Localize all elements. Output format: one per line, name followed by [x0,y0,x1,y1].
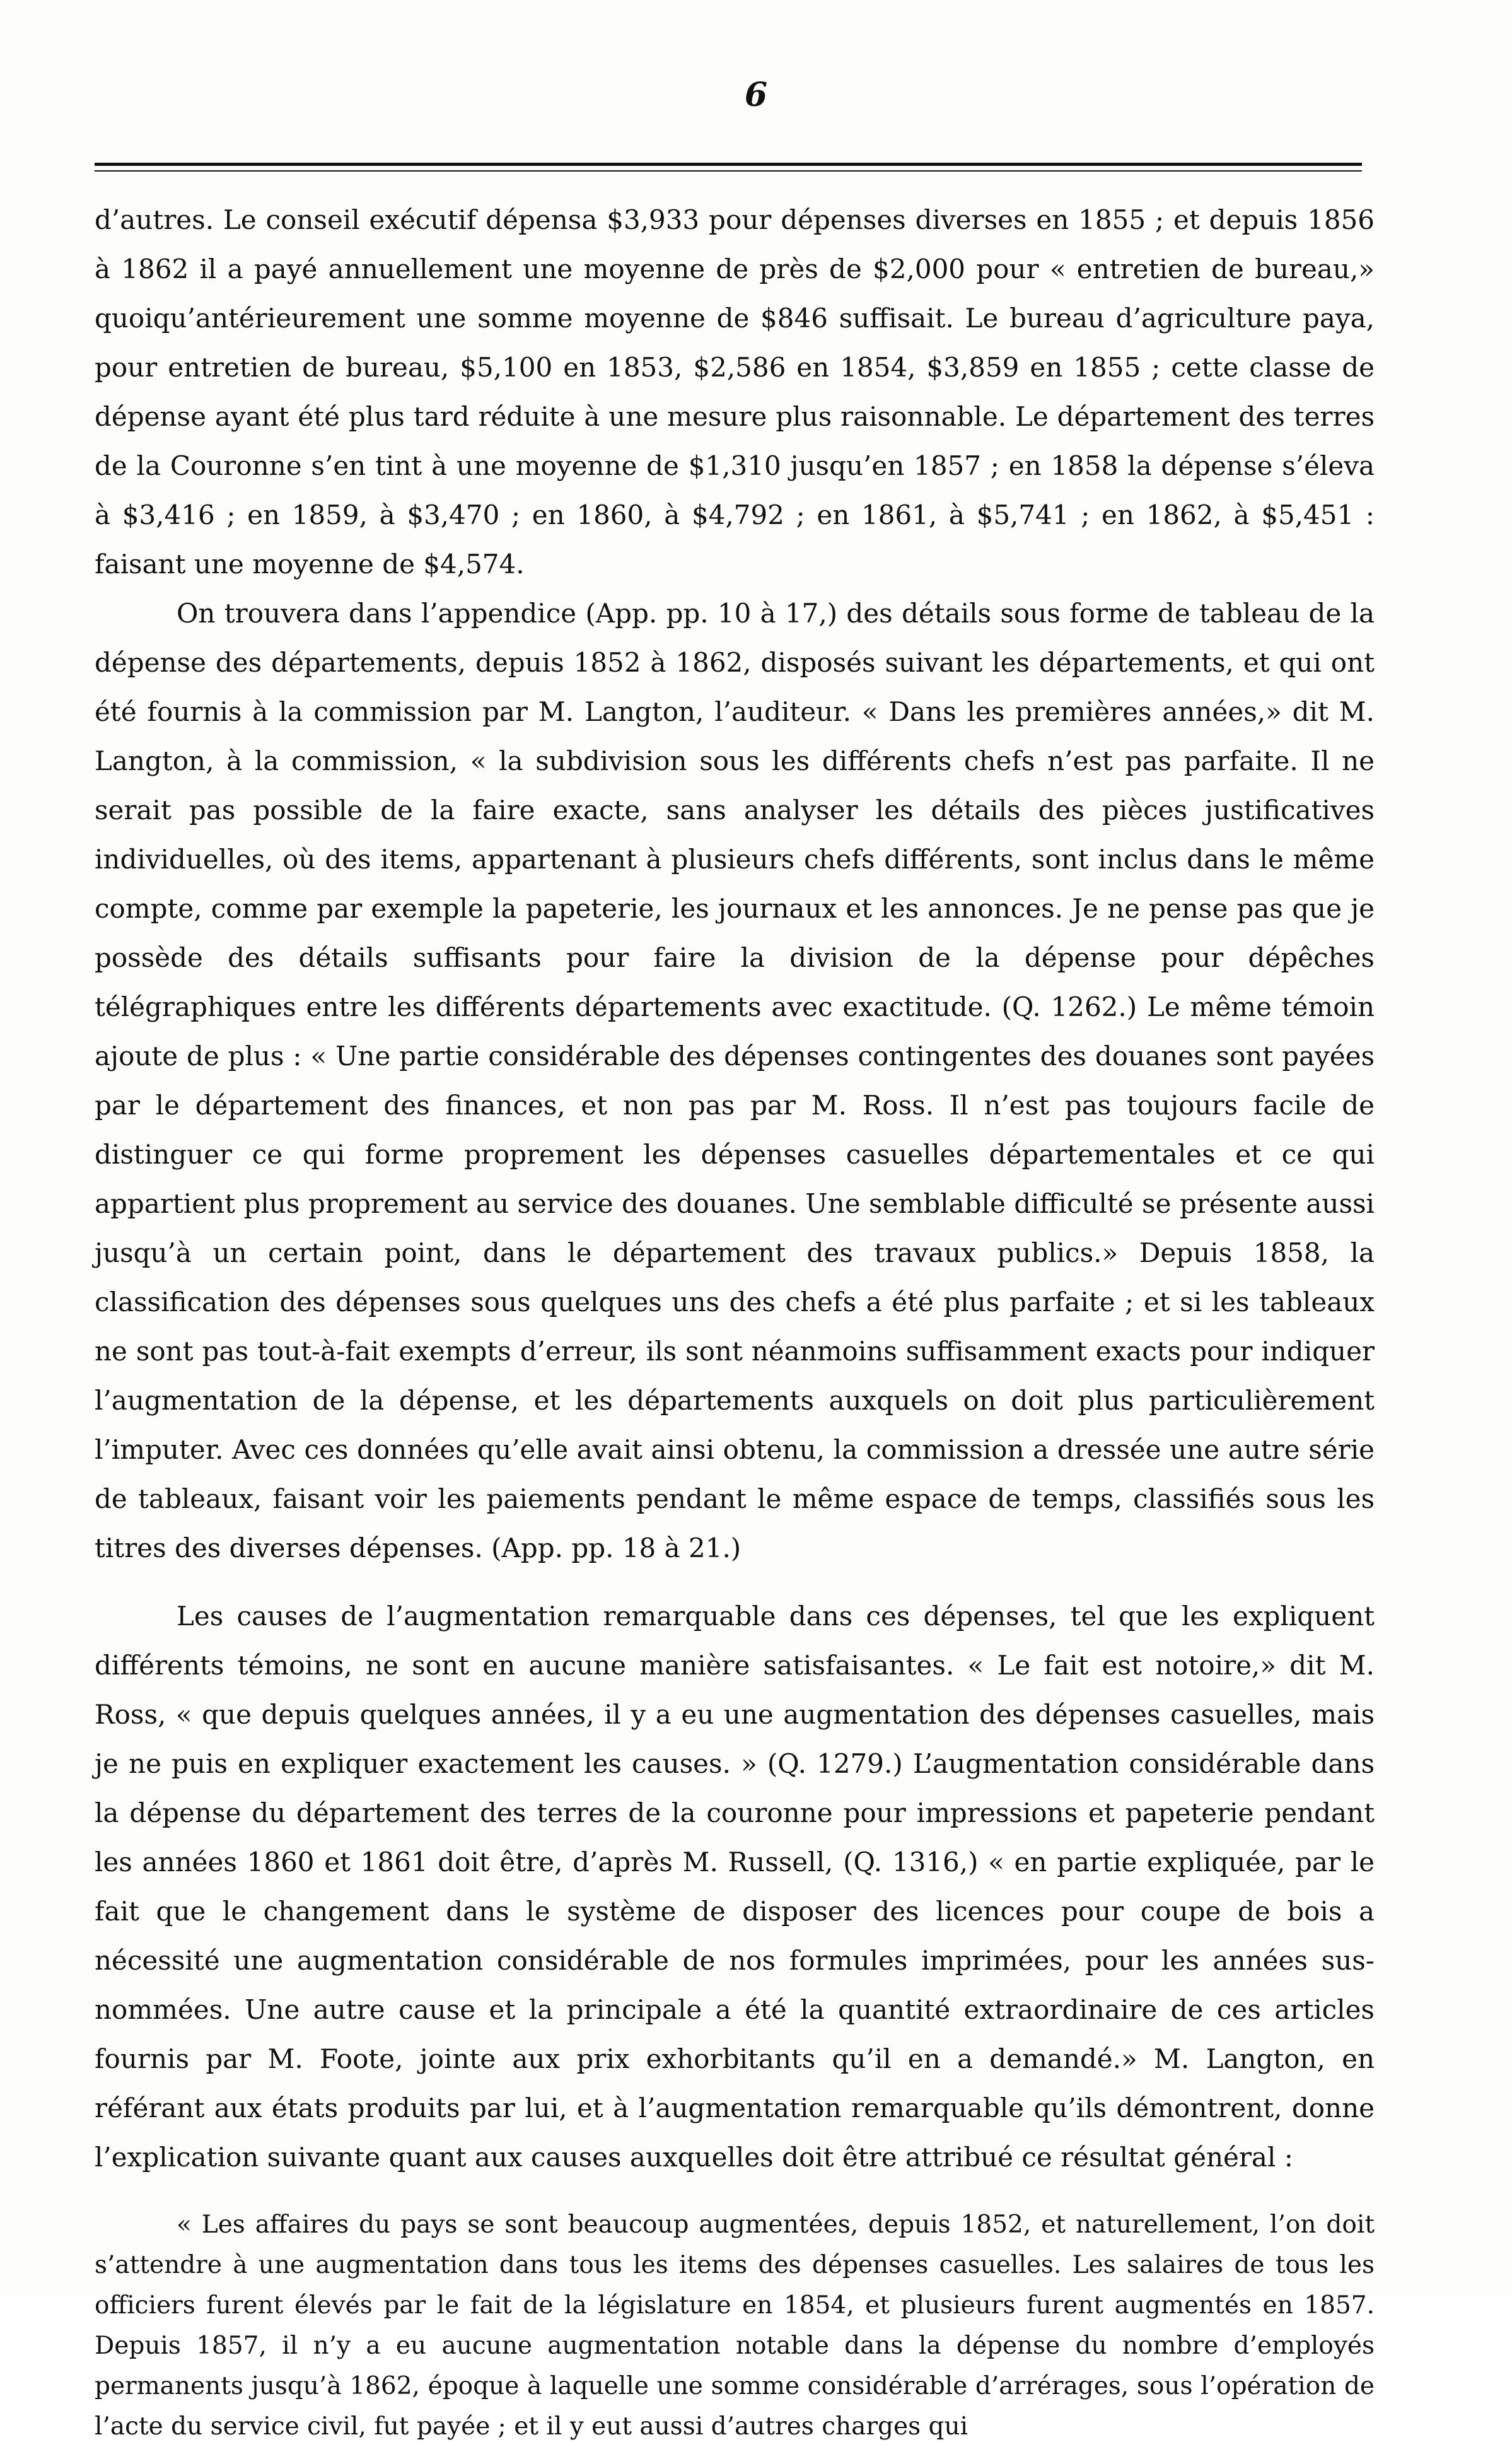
paragraph-1: d’autres. Le conseil exécutif dépensa $3,933 pour dépenses diverses en 1855 ; et depuis 1856 à 1862 il a payé annuellement une moyenne de près de $2,000 pour « entretien de bureau,» quoiqu’antérieurement une somme moyenne de $846 suffisait. Le bureau d’agriculture paya, pour entretien de bureau, $5,100 en 1853, $2,586 en 1854, $3,859 en 1855 ; cette classe de dépense ayant été plus tard réduite à une mesure plus raisonnable. Le département des terres de la Couronne s’en tint à une moyenne de $1,310 jusqu’en 1857 ; en 1858 la dépense s’éleva à $3,416 ; en 1859, à $3,470 ; en 1860, à $4,792 ; en 1861, à $5,741 ; en 1862, à $5,451 : faisant une moyenne de $4,574. [95,204,1375,580]
page-number: 6 [744,76,768,114]
header-rule-thin [95,170,1362,172]
paragraph-2: On trouvera dans l’appendice (App. pp. 10 à 17,) des détails sous forme de tableau de la dépense des départements, depuis 1852 à 1862, disposés suivant les départements, et qui ont été fournis à la commission par M. Langton, l’auditeur. « Dans les premières années,» dit M. Langton, à la commission, « la subdivision sous les différents chefs n’est pas parfaite. Il ne serait pas possible de la faire exacte, sans analyser les détails des pièces justificatives individuelles, où des items, appartenant à plusieurs chefs différents, sont inclus dans le même compte, comme par exemple la papeterie, les journaux et les annonces. Je ne pense pas que je possède des détails suffisants pour faire la division de la dépense pour dépêches télégraphiques entre les différents départements avec exactitude. (Q. 1262.) Le même témoin ajoute de plus : « Une partie considérable des dépenses contingentes des douanes sont payées par le département des finances, et non pas par M. Ross. Il n’est pas toujours facile de distinguer ce qui forme proprement les dépenses casuelles départementales et ce qui appartient plus proprement au service des douanes. Une semblable difficulté se présente aussi jusqu’à un certain point, dans le département des travaux publics.» Depuis 1858, la classification des dépenses sous quelques uns des chefs a été plus parfaite ; et si les tableaux ne sont pas tout-à-fait exempts d’erreur, ils sont néanmoins suffisamment exacts pour indiquer l’augmentation de la dépense, et les départements auxquels on doit plus particulièrement l’imputer. Avec ces données qu’elle avait ainsi obtenu, la commission a dressée une autre série de tableaux, faisant voir les paiements pendant le même espace de temps, classifiés sous les titres des diverses dépenses. (App. pp. 18 à 21.) [95,598,1375,1563]
body-text [95,196,1375,2447]
header-rule [95,163,1362,166]
block-quote: « Les affaires du pays se sont beaucoup augmentées, depuis 1852, et naturellement, l’on doit s’attendre à une augmentation dans tous les items des dépenses casuelles. Les salaires de tous les officiers furent élevés par le fait de la législature en 1854, et plusieurs furent augmentés en 1857. Depuis 1857, il n’y a eu aucune augmentation notable dans la dépense du nombre d’employés permanents jusqu’à 1862, époque à laquelle une somme considérable d’arrérages, sous l’opération de l’acte du service civil, fut payée ; et il y eut aussi d’autres charges qui [95,2210,1375,2441]
paragraph-3: Les causes de l’augmentation remarquable dans ces dépenses, tel que les expliquent différents témoins, ne sont en aucune manière satisfaisantes. « Le fait est notoire,» dit M. Ross, « que depuis quelques années, il y a eu une augmentation des dépenses casuelles, mais je ne puis en expliquer exactement les causes. » (Q. 1279.) L’augmentation considérable dans la dépense du département des terres de la couronne pour impressions et papeterie pendant les années 1860 et 1861 doit être, d’après M. Russell, (Q. 1316,) « en partie expliquée, par le fait que le changement dans le système de disposer des licences pour coupe de bois a nécessité une augmentation considérable de nos formules imprimées, pour les années sus-nommées. Une autre cause et la principale a été la quantité extraordinaire de ces articles fournis par M. Foote, jointe aux prix exhorbitants qu’il en a demandé.» M. Langton, en référant aux états produits par lui, et à l’augmentation remarquable qu’ils démontrent, donne l’explication suivante quant aux causes auxquelles doit être attribué ce résultat général : [95,1601,1375,2173]
